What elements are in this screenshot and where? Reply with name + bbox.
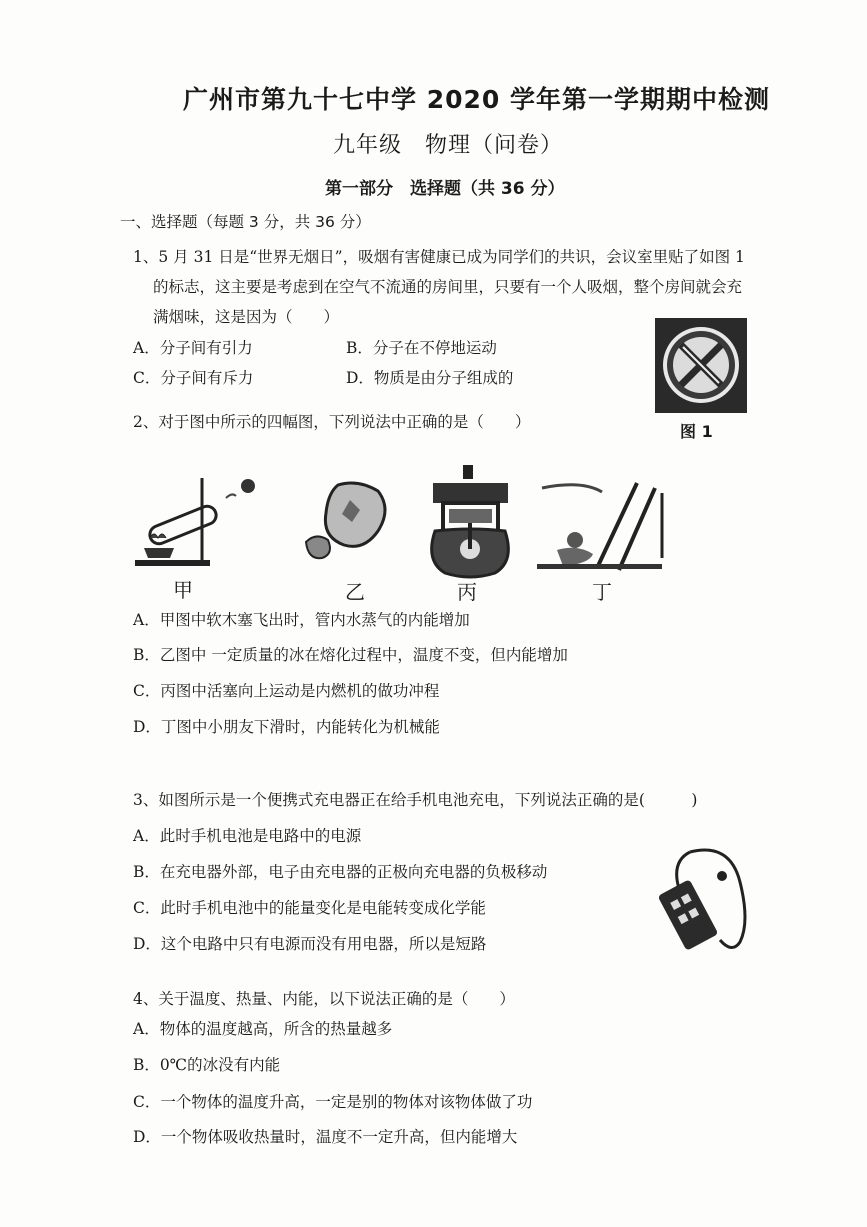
option-d: D．这个电路中只有电源而没有用电器，所以是短路 [133,935,487,953]
option-d: D．丁图中小朋友下滑时，内能转化为机械能 [133,718,440,736]
steam-cork-figure-image [130,468,265,573]
option-c: C．丙图中活塞向上运动是内燃机的做功冲程 [133,682,440,700]
question-stem-line: 的标志，这主要是考虑到在空气不流通的房间里，只要有一个人吸烟，整个房间就会充 [153,278,743,296]
option-a: A．分子间有引力 [133,339,253,357]
figure-label-jia: 甲 [173,578,193,602]
engine-cylinder-figure-image [423,465,518,577]
option-c: C．一个物体的温度升高，一定是别的物体对该物体做了功 [133,1093,533,1111]
option-b: B．乙图中 一定质量的冰在熔化过程中，温度不变，但内能增加 [133,646,568,664]
part-heading: 第一部分 选择题（共 36 分） [325,179,565,199]
option-a: A．甲图中软木塞飞出时，管内水蒸气的内能增加 [133,611,470,629]
section-heading: 一、选择题（每题 3 分，共 36 分） [120,213,371,231]
figure-1-label: 图 1 [680,422,713,441]
no-smoking-sign-image [655,318,747,413]
ice-melting-figure-image [298,480,398,565]
portable-charger-figure-image [660,842,760,957]
figure-label-yi: 乙 [345,580,365,604]
option-b: B．分子在不停地运动 [346,339,497,357]
question-stem-line: 满烟味，这是因为（ ） [153,308,340,326]
page-subtitle: 九年级 物理（问卷） [333,133,564,158]
option-a: A．此时手机电池是电路中的电源 [133,827,362,845]
option-c: C．此时手机电池中的能量变化是电能转变成化学能 [133,899,486,917]
question-stem-line: 3、如图所示是一个便携式充电器正在给手机电池充电，下列说法正确的是( ) [133,791,698,809]
page-title: 广州市第九十七中学 2020 学年第一学期期中检测 [183,85,770,114]
option-b: B．在充电器外部，电子由充电器的正极向充电器的负极移动 [133,863,548,881]
option-a: A．物体的温度越高，所含的热量越多 [133,1020,393,1038]
figure-label-bing: 丙 [457,580,477,604]
option-c: C．分子间有斥力 [133,369,254,387]
question-stem-line: 2、对于图中所示的四幅图，下列说法中正确的是（ ） [133,413,531,431]
slide-figure-image [537,478,667,573]
figure-label-ding: 丁 [592,580,612,604]
option-d: D．一个物体吸收热量时，温度不一定升高，但内能增大 [133,1128,518,1146]
option-b: B．0℃的冰没有内能 [133,1056,281,1074]
question-stem-line: 1、5 月 31 日是“世界无烟日”，吸烟有害健康已成为同学们的共识，会议室里贴了如图 1 [133,248,745,266]
question-stem-line: 4、关于温度、热量、内能，以下说法正确的是（ ） [133,990,515,1008]
option-d: D．物质是由分子组成的 [346,369,514,387]
